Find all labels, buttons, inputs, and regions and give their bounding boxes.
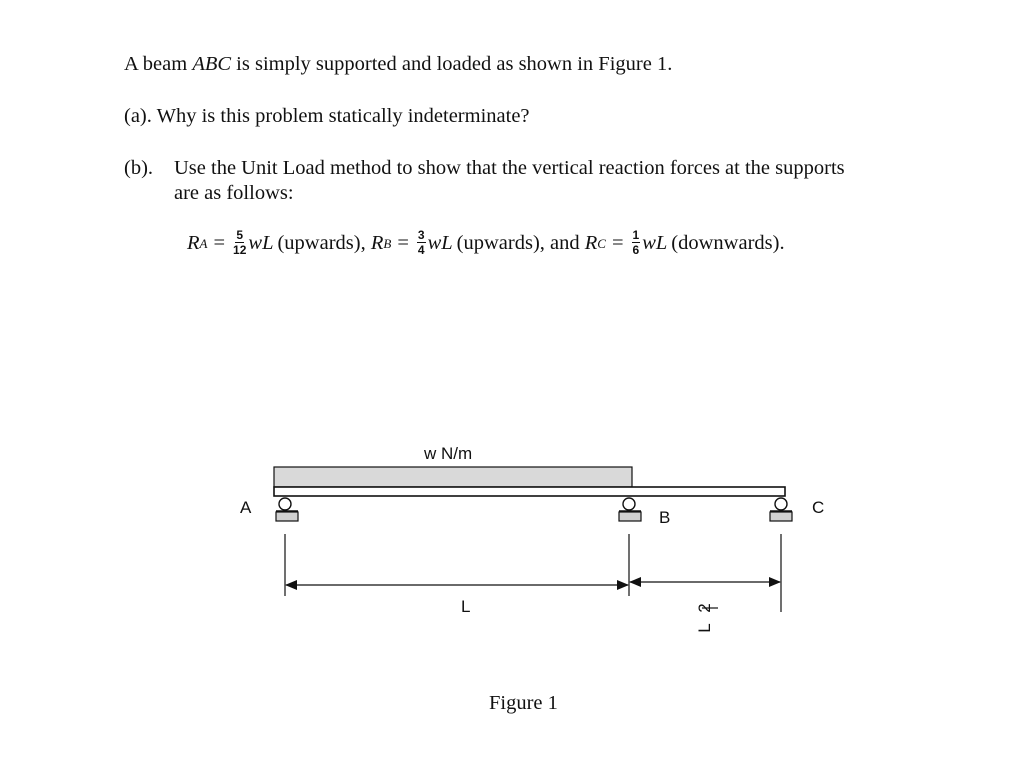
question-b-label: (b). <box>124 157 154 179</box>
rc-subscript: C <box>597 235 606 251</box>
beam <box>274 487 785 496</box>
ra-equals: = <box>213 232 226 254</box>
rb-wl: wL <box>427 232 453 254</box>
ra-direction: (upwards), <box>277 232 366 254</box>
ra-denominator: 12 <box>233 243 247 257</box>
rb-numerator: 3 <box>417 228 425 242</box>
support-b-label: B <box>659 508 671 527</box>
support-a <box>276 498 298 521</box>
intro-suffix: is simply supported and loaded as shown in Figure 1. <box>231 53 673 75</box>
ra-subscript: A <box>199 235 208 251</box>
intro-prefix: A beam <box>124 53 193 75</box>
question-b-line1: Use the Unit Load method to show that the vertical reaction forces at the supports <box>174 157 845 179</box>
rb-equals: = <box>397 232 409 254</box>
distributed-load <box>274 467 632 487</box>
rb-symbol: R <box>370 232 384 254</box>
rc-direction: (downwards). <box>671 232 785 254</box>
rc-symbol: R <box>584 232 598 254</box>
support-c-label: C <box>812 498 825 517</box>
question-b-line2: are as follows: <box>174 182 294 204</box>
question-a: (a). Why is this problem statically indeterminate? <box>124 105 530 127</box>
support-c <box>770 498 792 521</box>
rb-direction: (upwards), and <box>456 232 580 254</box>
ra-symbol: R <box>187 232 200 254</box>
span-l-label: L <box>461 597 471 616</box>
rc-equals: = <box>611 232 624 254</box>
rb-denominator: 4 <box>417 243 425 257</box>
load-label: w N/m <box>424 444 473 463</box>
support-a-label: A <box>240 498 252 517</box>
span-l-half-den: 2 <box>695 603 714 613</box>
rc-denominator: 6 <box>632 243 640 257</box>
span-l-half-num: L <box>695 623 714 633</box>
rc-numerator: 1 <box>632 228 640 242</box>
figure-caption: Figure 1 <box>489 692 558 714</box>
support-b <box>619 498 641 521</box>
ra-wl: wL <box>248 232 274 254</box>
rc-wl: wL <box>642 232 668 254</box>
ra-numerator: 5 <box>236 228 244 242</box>
rb-subscript: B <box>383 235 392 251</box>
beam-name: ABC <box>192 53 232 75</box>
